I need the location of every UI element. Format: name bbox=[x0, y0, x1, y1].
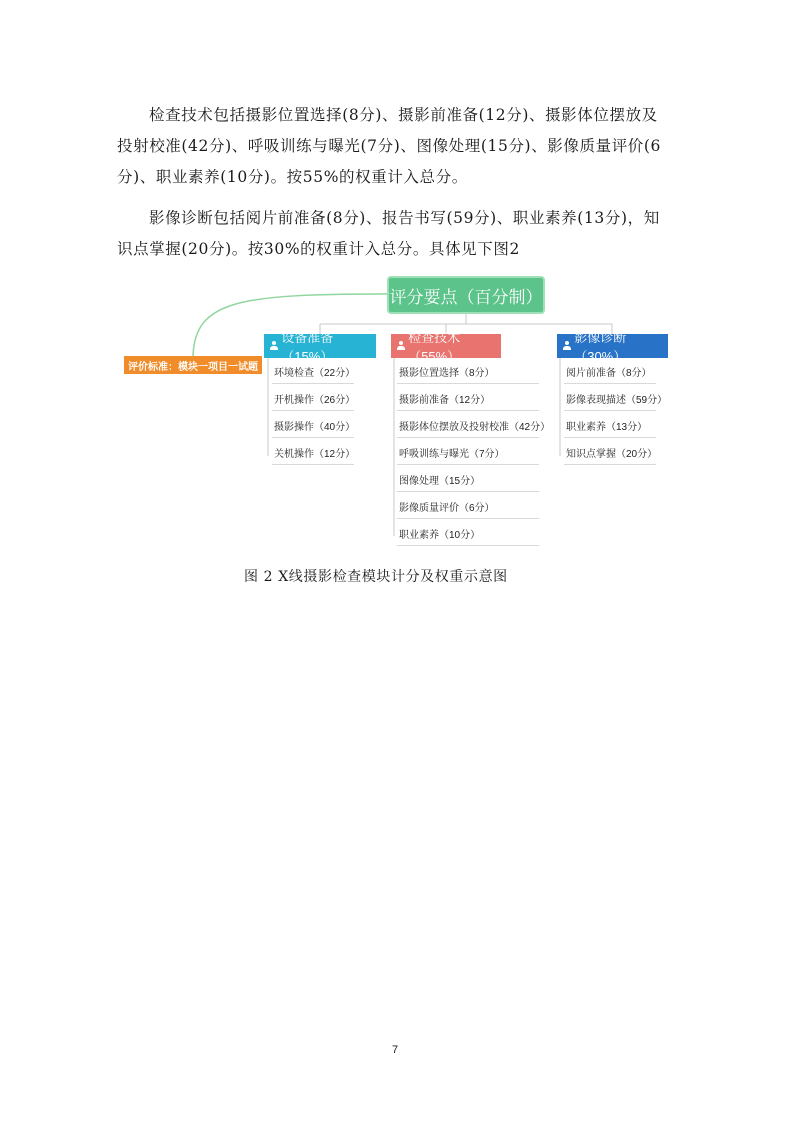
branch-inspection-technique bbox=[391, 330, 501, 364]
p2-line1: 影像诊断包括阅片前准备(8分)、报告书写(59分)、职业素养(13分)，知 bbox=[149, 209, 660, 227]
leaf-item: 知识点掌握（20分） bbox=[564, 447, 656, 465]
leaf-item: 图像处理（15分） bbox=[397, 474, 539, 492]
leaf-item: 职业素养（13分） bbox=[564, 420, 656, 438]
p2-line2: 识点掌握(20分)。按30%的权重计入总分。具体见下图2 bbox=[117, 240, 520, 258]
leaf-item: 关机操作（12分） bbox=[272, 447, 354, 465]
mindmap-root-node: 评分要点（百分制） bbox=[389, 278, 543, 312]
leaf-item: 阅片前准备（8分） bbox=[564, 366, 656, 384]
leaf-item: 呼吸训练与曝光（7分） bbox=[397, 447, 539, 465]
person-icon bbox=[563, 341, 570, 350]
leaf-item: 开机操作（26分） bbox=[272, 393, 354, 411]
mindmap-tag: 评价标准：模块一项目一试题 bbox=[124, 356, 262, 374]
p1-line3: 分)、职业素养(10分)。按55%的权重计入总分。 bbox=[117, 168, 468, 186]
branch-label: 影像诊断（30%） bbox=[574, 330, 627, 364]
page-number: 7 bbox=[392, 1044, 399, 1056]
leaf-item: 影像表现描述（59分） bbox=[564, 393, 656, 411]
leaf-item: 摄影前准备（12分） bbox=[397, 393, 539, 411]
branch-label: 设备准备（15%） bbox=[281, 330, 334, 364]
branch-label: 检查技术（55%） bbox=[408, 330, 461, 364]
p1-line2: 投射校准(42分)、呼吸训练与曝光(7分)、图像处理(15分)、影像质量评价(6 bbox=[117, 137, 662, 155]
paragraph-image-diagnosis bbox=[117, 203, 687, 265]
p1-line1: 检查技术包括摄影位置选择(8分)、摄影前准备(12分)、摄影体位摆放及 bbox=[149, 106, 658, 124]
branch-image-diagnosis bbox=[557, 330, 668, 364]
figure-caption: 图 2 X线摄影检查模块计分及权重示意图 bbox=[244, 569, 508, 585]
branch-items-diagnosis bbox=[564, 366, 668, 474]
branch-equipment-prep bbox=[264, 330, 376, 364]
leaf-item: 环境检查（22分） bbox=[272, 366, 354, 384]
leaf-item: 职业素养（10分） bbox=[397, 528, 539, 546]
leaf-item: 影像质量评价（6分） bbox=[397, 501, 539, 519]
leaf-item: 摄影位置选择（8分） bbox=[397, 366, 539, 384]
leaf-item: 摄影体位摆放及投射校准（42分） bbox=[397, 420, 539, 438]
paragraph-inspection-technique bbox=[117, 100, 687, 193]
branch-items-equipment bbox=[272, 366, 354, 474]
person-icon bbox=[270, 341, 277, 350]
leaf-item: 摄影操作（40分） bbox=[272, 420, 354, 438]
person-icon bbox=[397, 341, 404, 350]
branch-items-inspection bbox=[397, 366, 551, 555]
